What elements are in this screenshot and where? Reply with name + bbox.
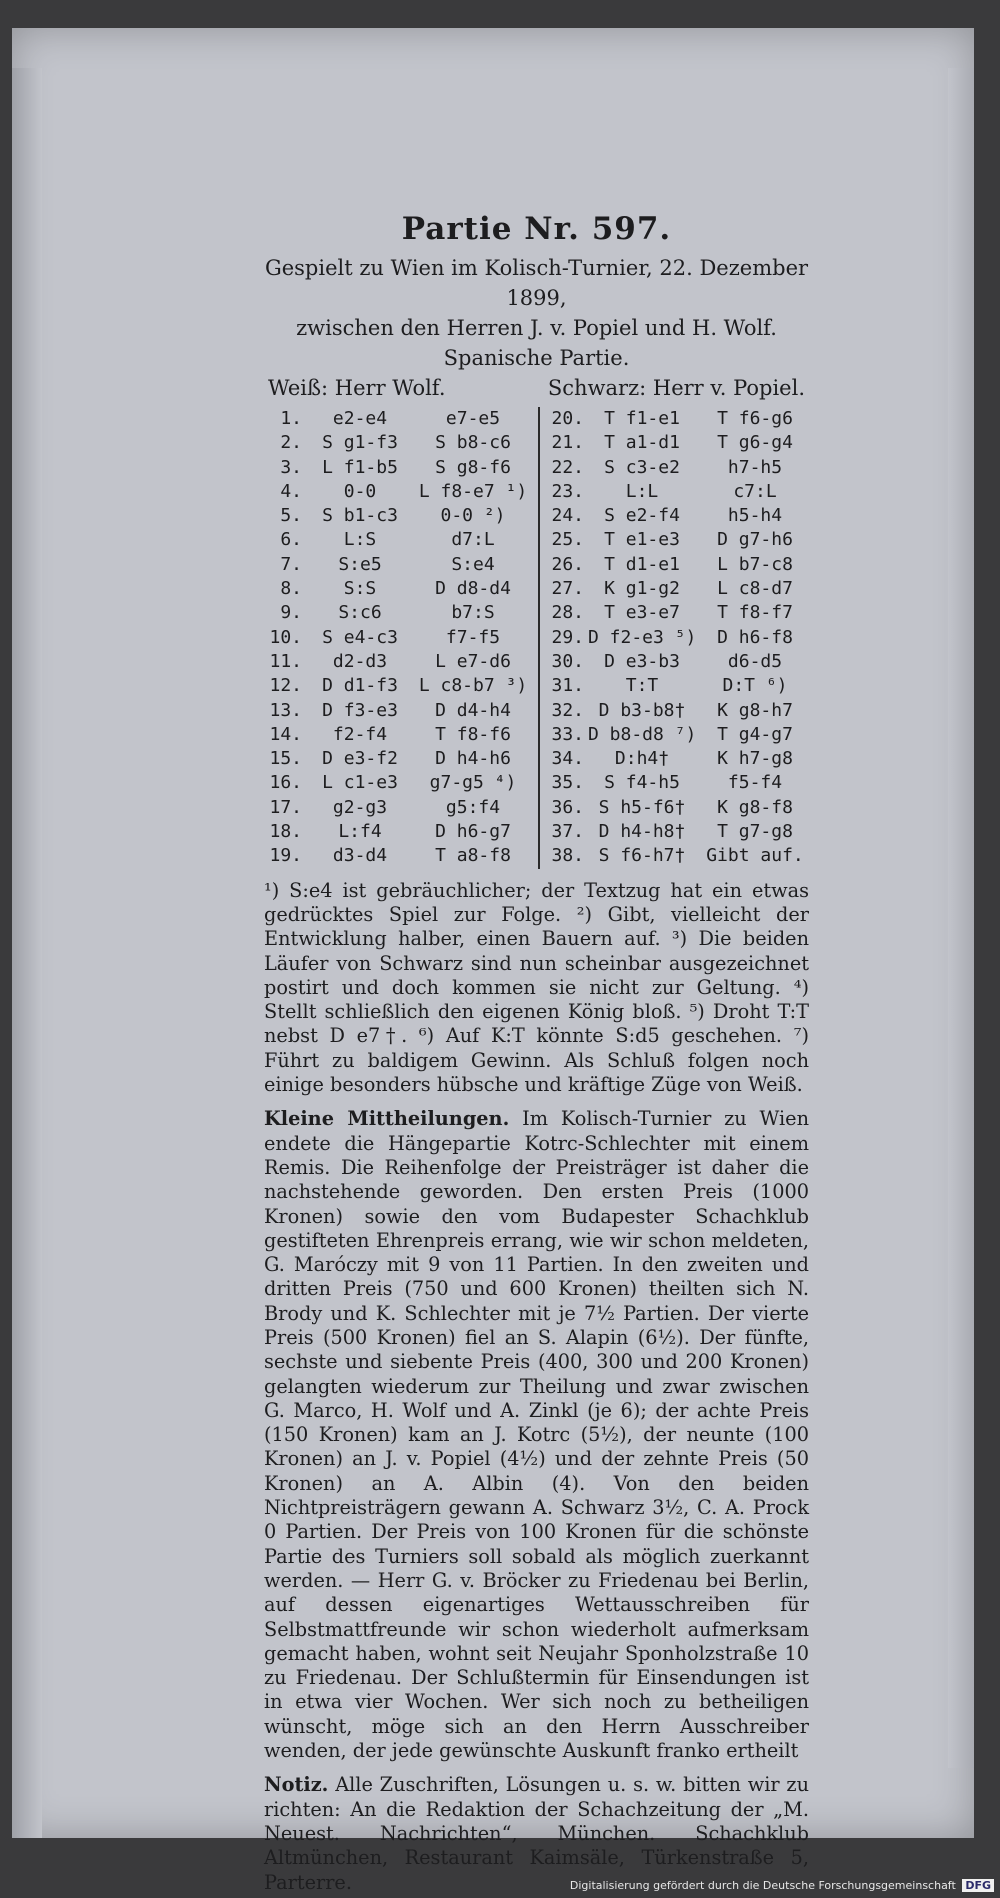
move-row <box>546 674 814 698</box>
white-move: D b8-d8 ⁷) <box>588 723 697 745</box>
black-move: K h7-g8 <box>717 748 793 770</box>
white-move: T a1-d1 <box>604 432 680 454</box>
move-row <box>264 699 532 723</box>
move-number: 21. <box>551 432 584 454</box>
black-move: D h6-f8 <box>717 626 793 648</box>
black-move: c7:L <box>733 480 777 502</box>
black-move: g5:f4 <box>445 796 501 818</box>
move-number: 13. <box>269 699 302 721</box>
white-move: S g1-f3 <box>322 432 398 454</box>
black-move: D d8-d4 <box>435 578 511 600</box>
move-row <box>546 844 814 868</box>
black-move: D d4-h4 <box>435 699 511 721</box>
black-move: D h4-h6 <box>435 748 511 770</box>
notice-heading: Notiz. <box>264 1773 329 1797</box>
move-number: 7. <box>280 553 302 575</box>
white-move: D e3-f2 <box>322 748 398 770</box>
move-row <box>264 626 532 650</box>
white-move: D b3-b8† <box>598 699 686 721</box>
move-number: 16. <box>269 772 302 794</box>
white-move: d2-d3 <box>332 650 388 672</box>
move-row <box>264 820 532 844</box>
white-move: T e1-e3 <box>604 529 680 551</box>
black-move: L c8-b7 ³) <box>418 675 528 697</box>
move-row <box>264 553 532 577</box>
black-move: S b8-c6 <box>435 432 511 454</box>
black-move: T f8-f7 <box>717 602 793 624</box>
move-number: 5. <box>280 505 302 527</box>
move-number: 22. <box>551 456 584 478</box>
move-row <box>264 723 532 747</box>
news-paragraph <box>264 1107 809 1763</box>
black-move: T f8-f6 <box>435 723 511 745</box>
black-move: T g7-g8 <box>717 821 793 843</box>
black-move: K g8-h7 <box>717 699 793 721</box>
black-move: 0-0 ²) <box>440 505 506 527</box>
move-row <box>264 796 532 820</box>
game-players-line: zwischen den Herren J. v. Popiel und H. Wolf. <box>296 316 777 340</box>
move-number: 36. <box>551 796 584 818</box>
move-number: 9. <box>280 602 302 624</box>
move-row <box>264 601 532 625</box>
white-move: 0-0 <box>343 480 377 502</box>
white-move: D e3-b3 <box>604 650 680 672</box>
move-number: 1. <box>280 408 302 429</box>
move-number: 11. <box>269 650 302 672</box>
move-number: 17. <box>269 796 302 818</box>
move-number: 25. <box>551 529 584 551</box>
move-row <box>264 650 532 674</box>
news-text: Im Kolisch-Turnier zu Wien endete die Hängepartie Kotrc-Schlechter mit einem Remis. Die Reihenfolge der Preisträger ist daher die nachstehende geworden. Den ersten Preis (1000 Kronen) sowie den vom Budapester Schachklub gestifteten Ehrenpreis errang, wie wir schon meldeten, G. Maróczy mit 9 von 11 Partien. In den zweiten und dritten Preis (750 und 600 Kronen) theilten sich N. Brody und K. Schlechter mit je 7½ Partien. Der vierte Preis (500 Kronen) fiel an S. Alapin (6½). Der fünfte, sechste und siebente Preis (400, 300 und 200 Kronen) gelangten wiederum zur Theilung und zwar zwischen G. Marco, H. Wolf und A. Zinkl (je 6); der achte Preis (150 Kronen) kam an J. Kotrc (5½), der neunte (100 Kronen) an J. v. Popiel (4½) und der zehnte Preis (50 Kronen) an A. Albin (4). Von den beiden Nichtpreisträgern gewann A. Schwarz 3½, C. A. Prock 0 Partien. Der Preis von 100 Kronen für die schönste Partie des Turniers soll sobald als möglich zuerkannt werden. — Herr G. v. Bröcker zu Friedenau bei Berlin, auf dessen eigenartiges Wettausschreiben für Selbstmattfreunde wir schon wiederholt aufmerksam gemacht haben, wohnt seit Neujahr Sponholzstraße 10 zu Friedenau. Der Schlußtermin für Einsendungen ist in etwa vier Wochen. Wer sich noch zu betheiligen wünscht, möge sich an den Herrn Ausschreiber wenden, der jede gewünschte Auskunft franko ertheilt <box>264 1107 809 1763</box>
move-row <box>546 480 814 504</box>
move-row <box>546 504 814 528</box>
move-number: 3. <box>280 456 302 478</box>
black-move: T a8-f8 <box>435 845 511 867</box>
move-row <box>546 601 814 625</box>
black-move: b7:S <box>451 602 495 624</box>
black-move: T g6-g4 <box>717 432 793 454</box>
white-move: S:S <box>343 578 377 600</box>
news-heading: Kleine Mittheilungen. <box>264 1107 510 1131</box>
white-move: g2-g3 <box>332 796 388 818</box>
footnotes: ¹) S:e4 ist gebräuchlicher; der Textzug hat ein etwas gedrücktes Spiel zur Folge. ²) Gibt, vielleicht der Entwicklung halber, einen Bauern auf. ³) Die beiden Läufer von Schwarz sind nun scheinbar ausgezeichnet postirt und doch kommen sie nicht zur Geltung. ⁴) Stellt schließlich den eigenen König bloß. ⁵) Droht T:T nebst D e7†. ⁶) Auf K:T könnte S:d5 geschehen. ⁷) Führt zu baldigem Gewinn. Als Schluß folgen noch einige besonders hübsche und kräftige Züge von Weiß. <box>264 878 809 1097</box>
move-number: 14. <box>269 723 302 745</box>
black-move: L e7-d6 <box>435 650 511 672</box>
white-move: D h4-h8† <box>598 821 686 843</box>
dfg-logo: DFG <box>962 1879 994 1892</box>
black-move: D h6-g7 <box>435 821 511 843</box>
move-number: 29. <box>551 626 584 648</box>
white-move: D:h4† <box>614 748 670 770</box>
move-row <box>546 747 814 771</box>
white-player: Weiß: Herr Wolf. <box>268 376 446 400</box>
white-move: S h5-f6† <box>598 796 686 818</box>
game-subtitle: Gespielt zu Wien im Kolisch-Turnier, 22. Dezember 1899, <box>264 256 809 310</box>
move-row <box>264 407 532 431</box>
white-move: L:S <box>343 529 377 551</box>
black-move: h5-h4 <box>727 505 783 527</box>
white-move: L:L <box>625 480 659 502</box>
move-number: 12. <box>269 675 302 697</box>
move-number: 30. <box>551 650 584 672</box>
black-move: f5-f4 <box>727 772 783 794</box>
white-move: d3-d4 <box>332 845 388 867</box>
move-row <box>264 456 532 480</box>
move-number: 35. <box>551 772 584 794</box>
move-number: 18. <box>269 821 302 843</box>
white-move: D d1-f3 <box>322 675 398 697</box>
move-number: 27. <box>551 578 584 600</box>
black-move: f7-f5 <box>445 626 501 648</box>
move-row <box>264 577 532 601</box>
black-move: K g8-f8 <box>717 796 793 818</box>
move-row <box>264 504 532 528</box>
move-row <box>546 407 814 431</box>
black-move: h7-h5 <box>727 456 783 478</box>
move-row <box>546 431 814 455</box>
move-row <box>264 844 532 868</box>
white-move: S b1-c3 <box>322 505 398 527</box>
game-opening: Spanische Partie. <box>443 346 630 370</box>
move-number: 23. <box>551 480 584 502</box>
move-number: 31. <box>551 675 584 697</box>
black-move: L f8-e7 ¹) <box>418 480 528 502</box>
black-move: S g8-f6 <box>435 456 511 478</box>
white-move: K g1-g2 <box>604 578 680 600</box>
black-player: Schwarz: Herr v. Popiel. <box>547 376 805 400</box>
black-move: D:T ⁶) <box>722 675 788 697</box>
move-row <box>264 528 532 552</box>
move-row <box>546 771 814 795</box>
digitization-footer <box>570 1879 994 1892</box>
move-number: 8. <box>280 578 302 600</box>
black-move: T f6-g6 <box>717 408 793 429</box>
move-number: 19. <box>269 845 302 867</box>
white-move: T f1-e1 <box>604 408 680 429</box>
game-title: Partie Nr. 597. <box>401 211 672 247</box>
move-row <box>546 528 814 552</box>
black-move: L b7-c8 <box>717 553 793 575</box>
white-move: L f1-b5 <box>322 456 398 478</box>
move-number: 28. <box>551 602 584 624</box>
players-header <box>264 373 809 403</box>
move-row <box>264 480 532 504</box>
move-number: 6. <box>280 529 302 551</box>
move-number: 10. <box>269 626 302 648</box>
black-move: g7-g5 ⁴) <box>429 772 517 794</box>
move-number: 38. <box>551 845 584 867</box>
move-row <box>546 553 814 577</box>
move-row <box>264 431 532 455</box>
white-move: S f6-h7† <box>598 845 686 867</box>
white-move: S f4-h5 <box>604 772 680 794</box>
white-move: S e2-f4 <box>604 505 680 527</box>
white-move: T:T <box>625 675 659 697</box>
page-shadow-left <box>12 68 42 1838</box>
move-number: 15. <box>269 748 302 770</box>
black-move: Gibt auf. <box>706 845 804 867</box>
white-move: T d1-e1 <box>604 553 680 575</box>
move-number: 24. <box>551 505 584 527</box>
notice-text: Alle Zuschriften, Lösungen u. s. w. bitten wir zu richten: An die Redaktion der Schachzeitung der „M. Neuest. Nachrichten“, München. Schachklub Altmünchen, Restaurant Kaimsäle, Türkenstraße 5, Parterre. <box>264 1773 809 1894</box>
white-move: D f2-e3 ⁵) <box>588 626 697 648</box>
move-row <box>546 650 814 674</box>
white-move: S c3-e2 <box>604 456 680 478</box>
black-move: S:e4 <box>451 553 495 575</box>
page-content <box>264 211 809 1895</box>
black-move: D g7-h6 <box>717 529 793 551</box>
white-move: S:c6 <box>338 602 382 624</box>
black-move: d6-d5 <box>727 650 783 672</box>
black-move: e7-e5 <box>445 408 501 429</box>
white-move: L c1-e3 <box>322 772 398 794</box>
black-move: L c8-d7 <box>717 578 793 600</box>
move-number: 26. <box>551 553 584 575</box>
move-row <box>546 723 814 747</box>
move-row <box>264 674 532 698</box>
moves-column-left <box>264 407 540 869</box>
page-shadow-right <box>948 68 974 1768</box>
move-number: 37. <box>551 821 584 843</box>
moves-column-right <box>540 407 814 869</box>
move-number: 4. <box>280 480 302 502</box>
white-move: D f3-e3 <box>322 699 398 721</box>
move-number: 2. <box>280 432 302 454</box>
footer-text: Digitalisierung gefördert durch die Deutsche Forschungsgemeinschaft <box>569 1879 956 1892</box>
white-move: S e4-c3 <box>322 626 398 648</box>
move-table <box>264 407 809 869</box>
white-move: e2-e4 <box>332 408 388 429</box>
move-row <box>546 699 814 723</box>
white-move: L:f4 <box>338 821 382 843</box>
move-number: 34. <box>551 748 584 770</box>
move-number: 20. <box>551 408 584 429</box>
white-move: f2-f4 <box>332 723 388 745</box>
move-row <box>546 796 814 820</box>
white-move: S:e5 <box>338 553 382 575</box>
move-row <box>264 771 532 795</box>
notice-paragraph <box>264 1773 809 1894</box>
move-row <box>264 747 532 771</box>
black-move: d7:L <box>451 529 495 551</box>
move-row <box>546 626 814 650</box>
white-move: T e3-e7 <box>604 602 680 624</box>
move-number: 32. <box>551 699 584 721</box>
move-row <box>546 820 814 844</box>
black-move: T g4-g7 <box>717 723 793 745</box>
move-row <box>546 577 814 601</box>
move-number: 33. <box>551 723 584 745</box>
move-row <box>546 456 814 480</box>
